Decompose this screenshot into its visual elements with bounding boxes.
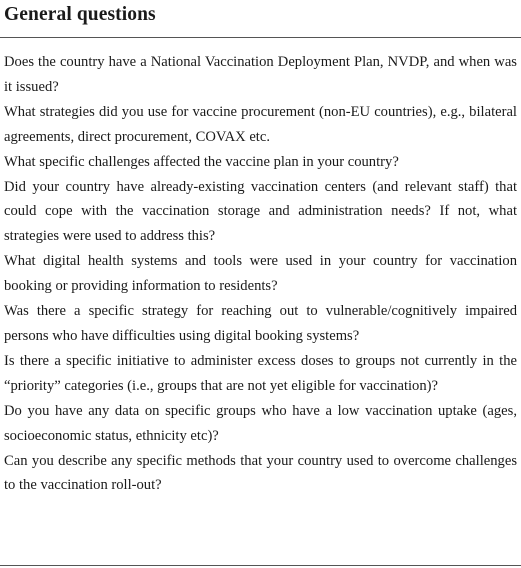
table-title: General questions xyxy=(4,4,156,25)
question-item: Did your country have already-existing vaccination centers (and relevant staff) that could cope with the vaccination storage and administration needs? If not, what strategies were used to address this? xyxy=(4,178,517,245)
question-item: Is there a specific initiative to administer excess doses to groups not currently in the “priority” categories (i.e., groups that are not yet eligible for vaccination)? xyxy=(4,352,517,394)
table-header-rule xyxy=(0,37,521,38)
question-item: Can you describe any specific methods that your country used to overcome challenges to the vaccination roll-out? xyxy=(4,452,517,494)
question-item: Does the country have a National Vaccination Deployment Plan, NVDP, and when was it issued? xyxy=(4,54,517,95)
question-item: Was there a specific strategy for reaching out to vulnerable/cognitively impaired persons who have difficulties using digital booking systems? xyxy=(4,303,517,344)
question-list xyxy=(4,50,517,498)
question-item: Do you have any data on specific groups who have a low vaccination uptake (ages, socioeconomic status, ethnicity etc)? xyxy=(4,402,517,444)
table-bottom-rule xyxy=(0,565,521,566)
question-item: What digital health systems and tools were used in your country for vaccination booking or providing information to residents? xyxy=(4,253,517,295)
question-item: What strategies did you use for vaccine procurement (non-EU countries), e.g., bilateral agreements, direct procurement, COVAX etc. xyxy=(4,103,517,145)
question-item: What specific challenges affected the vaccine plan in your country? xyxy=(4,153,399,170)
